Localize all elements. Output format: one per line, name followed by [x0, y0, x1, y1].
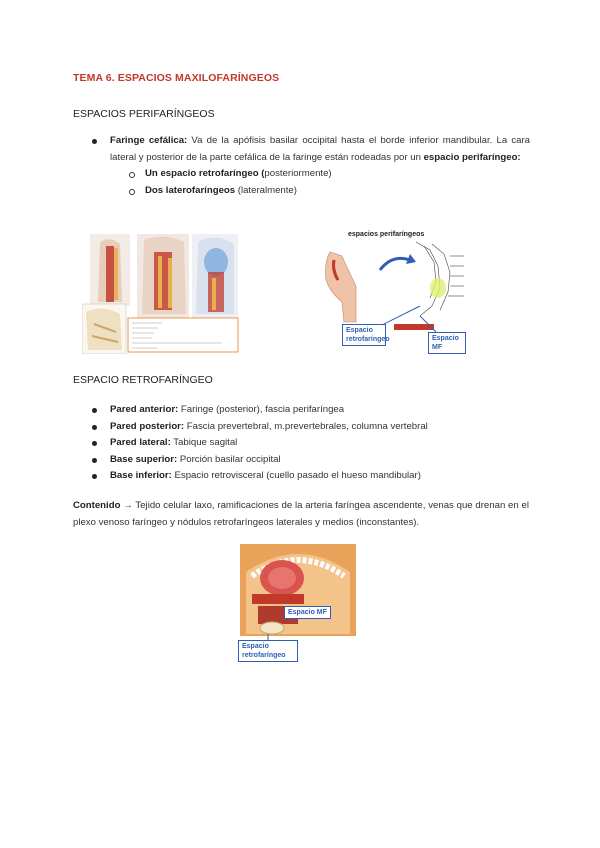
list-item-base-inferior: Base inferior: Espacio retrovisceral (cuello pasado el hueso mandibular): [90, 468, 530, 485]
list-item-pared-lateral: Pared lateral: Tabique sagital: [90, 435, 530, 452]
figure-heading: espacios perifaríngeos: [348, 231, 425, 238]
contenido-paragraph: Contenido → Tejido celular laxo, ramificaciones de la arteria faríngea ascendente, venas que drenan en el plexo venoso faríngeo y nódulos retrofaríngeos laterales y medios (inconstantes).: [73, 500, 529, 528]
list-item-base-superior: Base superior: Porción basilar occipital: [90, 452, 530, 469]
label-espacio-mf: Espacio MF: [428, 332, 466, 354]
list-subitem-retrofaringeo: Un espacio retrofaríngeo (posteriormente): [90, 166, 530, 183]
pharynx-anatomy-illustration: [82, 232, 240, 354]
perifaringeos-list: [90, 133, 530, 199]
figure-pharynx-anatomy-panels: [82, 232, 240, 354]
section-heading-perifaringeos: ESPACIOS PERIFARÍNGEOS: [73, 108, 215, 120]
section-heading-retrofaringeo: ESPACIO RETROFARÍNGEO: [73, 374, 213, 386]
list-subitem-laterofaringeos: Dos laterofaríngeos (lateralmente): [90, 183, 530, 200]
figure-oral-cavity-section: [238, 542, 358, 664]
label-espacio-retrofaringeo-oral: Espacio retrofaríngeo: [238, 640, 298, 662]
page-title: TEMA 6. ESPACIOS MAXILOFARÍNGEOS: [73, 72, 280, 84]
label-espacio-retrofaringeo: Espacio retrofaríngeo: [342, 324, 386, 346]
retrofaringeo-walls-list: [90, 402, 530, 485]
list-item-pared-posterior: Pared posterior: Fascia prevertebral, m.prevertebrales, columna vertebral: [90, 419, 530, 436]
label-espacio-mf-oral: Espacio MF: [284, 606, 331, 619]
list-item-faringe-cefalica: Faringe cefálica: Va de la apófisis basilar occipital hasta el borde inferior mandibular. La cara lateral y posterior de la parte cefálica de la faringe están rodeadas por un espacio perifaríngeo:: [90, 133, 530, 166]
list-item-pared-anterior: Pared anterior: Faringe (posterior), fascia perifaríngea: [90, 402, 530, 419]
figure-perifaringeal-spaces: [320, 226, 466, 351]
